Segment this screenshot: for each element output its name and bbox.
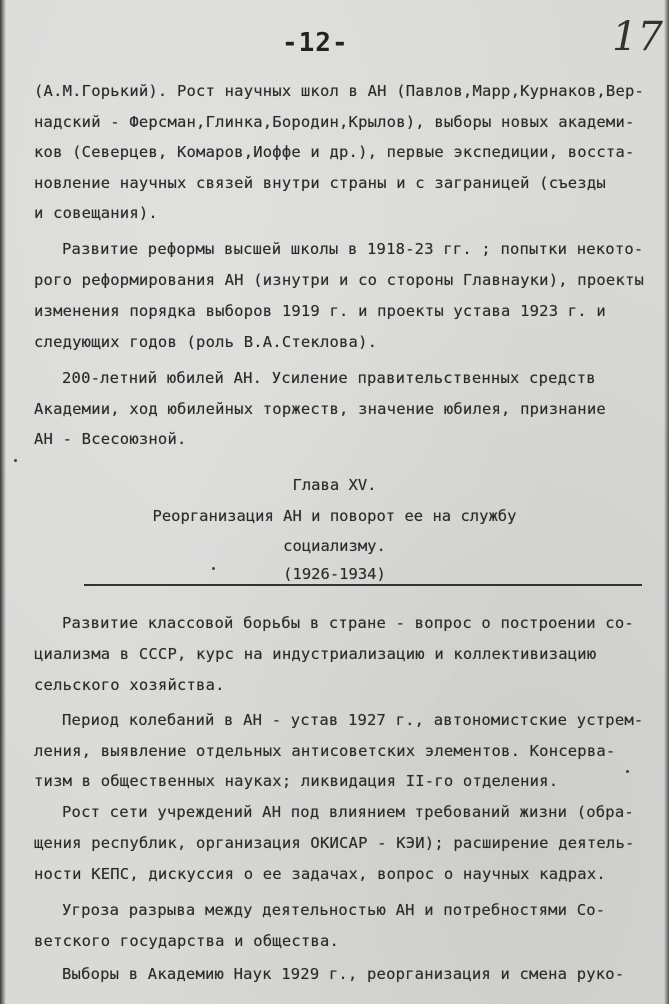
text-line: сельского хозяйства. [34,676,225,694]
chapter-title-line2: социализму. [283,537,386,555]
text-line: 200-летний юбилей АН. Усиление правительственных средств [62,369,596,387]
text-line: Период колебаний в АН - устав 1927 г., автономистские устрем- [62,711,644,729]
text-line: Академии, ход юбилейных торжеств, значение юбилея, признание [34,400,606,418]
text-line: циализма в СССР, курс на индустриализацию и коллективизацию [34,645,597,663]
text-line: Рост сети учреждений АН под влиянием требований жизни (обра- [62,803,634,821]
text-line: надский - Ферсман,Глинка,Бородин,Крылов), выборы новых академи- [34,113,635,131]
text-line: изменения порядка выборов 1919 г. и проекты устава 1923 г. и [34,302,606,320]
text-line: щения республик, организация ОКИСАР - КЭИ); расширение деятель- [34,834,635,852]
chapter-years: (1926-1934) [283,565,386,583]
text-line: тизм в общественных науках; ликвидация II-го отделения. [34,772,559,790]
text-line: АН - Всесоюзной. [34,430,187,448]
text-line: ления, выявление отдельных антисоветских элементов. Консерва- [34,742,616,760]
chapter-heading: Глава XV. [292,476,377,494]
text-line: Развитие классовой борьбы в стране - вопрос о построении со- [62,614,634,632]
text-line: ков (Северцев, Комаров,Иоффе и др.), первые экспедиции, восста- [34,143,635,161]
text-line: рого реформирования АН (изнутри и со стороны Главнауки), проекты [34,271,645,289]
archive-number: 17 [612,14,663,60]
text-line: Угроза разрыва между деятельностью АН и потребностями Со- [62,901,606,919]
scan-speck [14,459,17,462]
chapter-underline [84,584,642,586]
text-line: Выборы в Академию Наук 1929 г., реорганизация и смена руко- [62,965,625,983]
text-line: следующих годов (роль В.А.Стеклова). [34,333,378,351]
scan-edge-right [664,0,669,1004]
page-number: -12- [282,28,349,58]
chapter-title-line1: Реорганизация АН и поворот ее на службу [152,507,517,525]
scan-edge-left [0,0,6,1004]
text-line: новление научных связей внутри страны и с заграницей (съезды [34,174,606,192]
text-line: ветского государства и общества. [34,932,340,950]
scan-speck [212,567,215,570]
text-line: (А.М.Горький). Рост научных школ в АН (Павлов,Марр,Курнаков,Вер- [34,82,645,100]
text-line: и совещания). [34,204,158,222]
text-line: ности КЕПС, дискуссия о ее задачах, вопрос о научных кадрах. [34,865,606,883]
text-line: Развитие реформы высшей школы в 1918-23 гг. ; попытки некото- [62,240,644,258]
scan-speck [626,770,629,773]
